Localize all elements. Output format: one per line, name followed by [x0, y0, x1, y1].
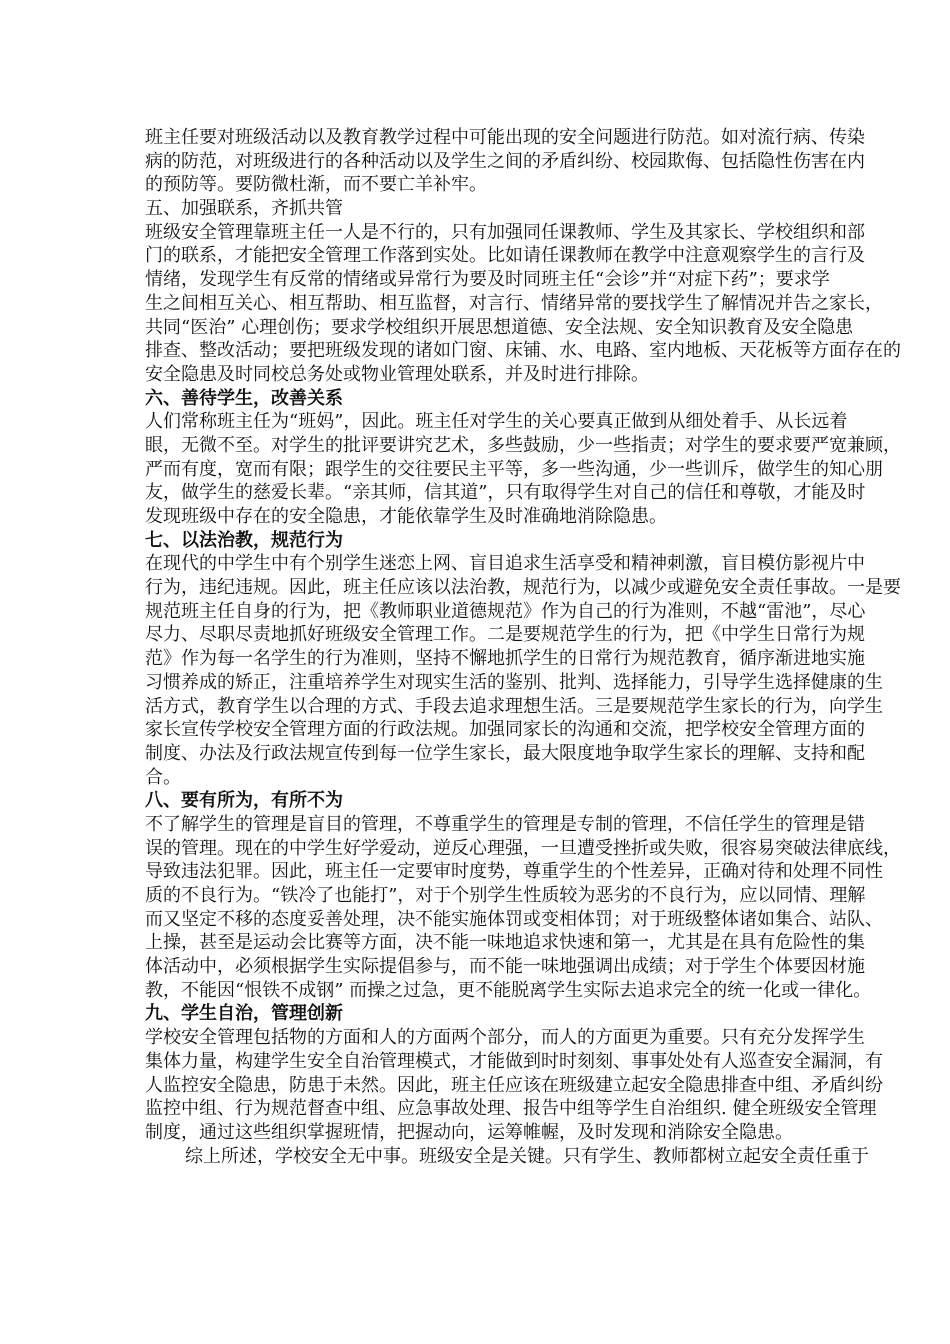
text-line: 体活动中，必须根据学生实际提倡参与，而不能一味地强调出成绩；对于学生个体要因材施	[145, 956, 865, 978]
text-line: 人监控安全隐患，防患于未然。因此，班主任应该在班级建立起安全隐患排查中组、矛盾纠纷	[145, 1074, 883, 1096]
text-line: 人们常称班主任为“班妈”，因此。班主任对学生的关心要真正做到从细处着手、从长远着	[145, 411, 848, 433]
section-heading: 九、学生自治，管理创新	[145, 1003, 343, 1025]
text-line: 监控中组、行为规范督查中组、应急事故处理、报告中组等学生自治组织. 健全班级安全管理	[145, 1098, 877, 1120]
text-line: 安全隐患及时同校总务处或物业管理处联系，并及时进行排除。	[145, 363, 649, 385]
text-line: 集体力量，构建学生安全自治管理模式，才能做到时时刻刻、事事处处有人巡查安全漏洞，有	[145, 1050, 883, 1072]
section-heading: 七、以法治教，规范行为	[145, 529, 343, 551]
text-line: 眼，无微不至。对学生的批评要讲究艺术，多些鼓励，少一些指责；对学生的要求要严宽兼顾，	[145, 434, 901, 456]
text-line: 发现班级中存在的安全隐患，才能依靠学生及时准确地消除隐患。	[145, 506, 667, 527]
text-line: 活方式，教育学生以合理的方式、手段去追求理想生活。三是要规范学生家长的行为，向学生	[145, 695, 883, 717]
text-line: 病的防范，对班级进行的各种活动以及学生之间的矛盾纠纷、校园欺侮、包括隐性伤害在内	[145, 150, 865, 172]
section-heading: 六、善待学生，改善关系	[145, 387, 343, 409]
text-line: 在现代的中学生中有个别学生迷恋上网、盲目追求生活享受和精神刺激，盲目模仿影视片中	[145, 553, 865, 575]
section-heading: 八、要有所为，有所不为	[145, 790, 343, 812]
text-line: 严而有度，宽而有限；跟学生的交往要民主平等，多一些沟通，少一些训斥，做学生的知心朋	[145, 458, 883, 480]
text-line: 班级安全管理靠班主任一人是不行的，只有加强同任课教师、学生及其家长、学校组织和部	[145, 221, 865, 243]
text-line: 习惯养成的矫正，注重培养学生对现实生活的鉴别、批判、选择能力，引导学生选择健康的生	[145, 671, 883, 693]
text-line: 合。	[145, 766, 181, 788]
text-line: 友，做学生的慈爱长辈。“亲其师，信其道”，只有取得学生对自己的信任和尊敬，才能及时	[145, 482, 866, 504]
text-line: 误的管理。现在的中学生好学爱动，逆反心理强，一旦遭受挫折或失败，很容易突破法律底线，	[145, 837, 901, 859]
text-line: 班主任要对班级活动以及教育教学过程中可能出现的安全问题进行防范。如对流行病、传染	[145, 127, 865, 148]
text-line: 门的联系，才能把安全管理工作落到实处。比如请任课教师在教学中注意观察学生的言行及	[145, 245, 865, 267]
section-heading: 五、加强联系，齐抓共管	[145, 198, 343, 220]
text-line: 质的不良行为。“铁冷了也能打”，对于个别学生性质较为恶劣的不良行为，应以同情、理解	[145, 885, 866, 906]
text-line: 规范班主任自身的行为，把《教师职业道德规范》作为自己的行为准则，不越“雷池”，尽心	[145, 600, 866, 622]
text-line: 综上所述，学校安全无中事。班级安全是关键。只有学生、教师都树立起安全责任重于	[185, 1145, 869, 1167]
text-line: 的预防等。要防微杜渐，而不要亡羊补牢。	[145, 174, 487, 196]
text-line: 学校安全管理包括物的方面和人的方面两个部分，而人的方面更为重要。只有充分发挥学生	[145, 1027, 865, 1049]
text-line: 生之间相互关心、相互帮助、相互监督，对言行、情绪异常的要找学生了解情况并告之家长，	[145, 292, 883, 314]
text-line: 家长宣传学校安全管理方面的行政法规。加强同家长的沟通和交流，把学校安全管理方面的	[145, 719, 865, 741]
text-line: 而又坚定不移的态度妥善处理，决不能实施体罚或变相体罚；对于班级整体诸如集合、站队、	[145, 908, 883, 930]
text-line: 行为，违纪违规。因此，班主任应该以法治教，规范行为，以减少或避免安全责任事故。一是要	[145, 577, 901, 599]
text-line: 范》作为每一名学生的行为准则，坚持不懈地抓学生的日常行为规范教育，循序渐进地实施	[145, 648, 865, 670]
text-line: 尽力、尽职尽责地抓好班级安全管理工作。二是要规范学生的行为，把《中学生日常行为规	[145, 624, 865, 646]
text-line: 情绪，发现学生有反常的情绪或异常行为要及时同班主任“会诊”并“对症下药”；要求学	[145, 269, 830, 291]
text-line: 教，不能因“恨铁不成钢” 而操之过急，更不能脱离学生实际去追求完全的统一化或一律化。	[145, 979, 872, 1001]
document-page	[145, 126, 901, 1168]
text-line: 制度、办法及行政法规宣传到每一位学生家长，最大限度地争取学生家长的理解、支持和配	[145, 742, 865, 764]
text-line: 共同“医治” 心理创伤；要求学校组织开展思想道德、安全法规、安全知识教育及安全隐患	[145, 316, 854, 338]
text-line: 上操，甚至是运动会比赛等方面，决不能一味地追求快速和第一，尤其是在具有危险性的集	[145, 932, 865, 954]
text-line: 导致违法犯罪。因此，班主任一定要审时度势，尊重学生的个性差异，正确对待和处理不同性	[145, 861, 883, 883]
text-line: 不了解学生的管理是盲目的管理，不尊重学生的管理是专制的管理，不信任学生的管理是错	[145, 813, 865, 835]
text-line: 排查、整改活动；要把班级发现的诸如门窗、床铺、水、电路、室内地板、天花板等方面存在的	[145, 340, 901, 362]
text-line: 制度，通过这些组织掌握班情，把握动向，运筹帷幄，及时发现和消除安全隐患。	[145, 1121, 793, 1143]
